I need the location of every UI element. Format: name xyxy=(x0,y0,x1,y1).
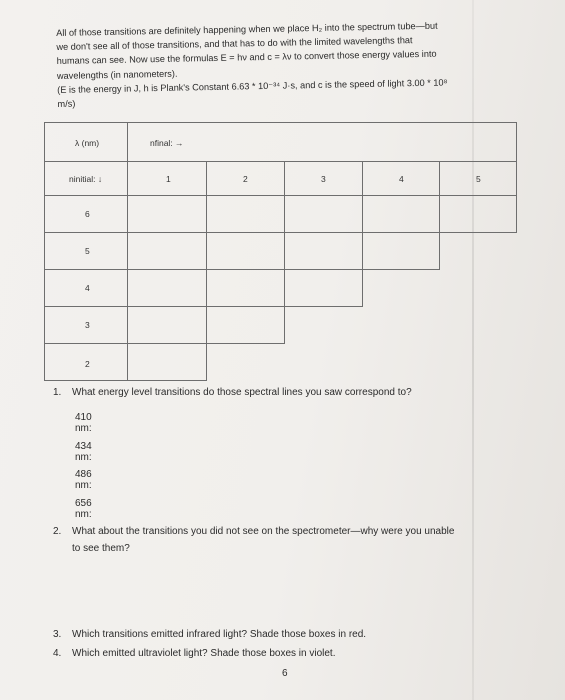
answer-cell[interactable] xyxy=(127,306,207,344)
answer-cell[interactable] xyxy=(439,195,517,233)
final-level-cell xyxy=(206,161,285,196)
question-2-text-line-1: What about the transitions you did not see on the spectrometer—why were you unable xyxy=(72,526,455,537)
answer-cell[interactable] xyxy=(127,195,207,233)
initial-level-cell xyxy=(44,306,128,344)
final-level-3: 3 xyxy=(321,174,326,184)
nfinal-header: nfinal: → xyxy=(150,138,184,148)
paper-fold xyxy=(472,0,474,700)
initial-level-cell xyxy=(44,343,128,381)
lambda-header: λ (nm) xyxy=(75,138,100,148)
final-level-cell xyxy=(362,161,440,196)
intro-line-2: we don't see all of those transitions, and that has to do with the limited wavelengths that xyxy=(56,35,413,53)
initial-level-cell xyxy=(44,269,128,307)
final-level-1: 1 xyxy=(166,174,171,184)
question-4-text: Which emitted ultraviolet light? Shade those boxes in violet. xyxy=(72,648,336,659)
question-3-text: Which transitions emitted infrared light? Shade those boxes in red. xyxy=(72,629,367,640)
page-number: 6 xyxy=(282,668,288,679)
question-3-number: 3. xyxy=(53,629,62,640)
answer-cell[interactable] xyxy=(362,195,440,233)
initial-level-cell xyxy=(44,232,128,270)
answer-line-410: 410 nm: xyxy=(75,412,92,434)
question-2-number: 2. xyxy=(53,526,62,537)
intro-paragraph xyxy=(56,17,518,111)
answer-line-434: 434 nm: xyxy=(75,441,92,463)
ninitial-header-cell xyxy=(44,161,128,196)
answer-line-486: 486 nm: xyxy=(75,469,92,491)
initial-level-cell xyxy=(44,195,128,233)
answer-cell[interactable] xyxy=(284,195,363,233)
answer-cell[interactable] xyxy=(284,232,363,270)
ninitial-header: ninitial: ↓ xyxy=(69,174,103,184)
final-level-cell xyxy=(439,161,517,196)
initial-level-4: 4 xyxy=(85,283,90,293)
answer-cell[interactable] xyxy=(206,306,285,344)
answer-cell[interactable] xyxy=(284,269,363,307)
lambda-header-cell xyxy=(44,122,128,162)
nfinal-header-cell xyxy=(127,122,517,162)
intro-line-6: m/s) xyxy=(57,98,76,110)
initial-level-6: 6 xyxy=(85,209,90,219)
final-level-2: 2 xyxy=(243,174,248,184)
final-level-cell xyxy=(284,161,363,196)
intro-line-4: wavelengths (in nanometers). xyxy=(56,68,178,81)
final-level-cell xyxy=(127,161,207,196)
initial-level-2: 2 xyxy=(85,359,90,369)
initial-level-3: 3 xyxy=(85,320,90,330)
answer-cell[interactable] xyxy=(206,195,285,233)
question-4-number: 4. xyxy=(53,648,62,659)
intro-line-3: humans can see. Now use the formulas E = hν and c = λν to convert those energy values into xyxy=(56,49,437,67)
intro-line-1: All of those transitions are definitely happening when we place H₂ into the spectrum tube—but xyxy=(56,20,438,38)
final-level-4: 4 xyxy=(399,174,404,184)
question-1-text: What energy level transitions do those spectral lines you saw correspond to? xyxy=(72,387,412,398)
intro-line-5: (E is the energy in J, h is Plank's Constant 6.63 * 10⁻³⁴ J·s, and c is the speed of light 3.00 * 10⁸ xyxy=(57,77,448,95)
answer-cell[interactable] xyxy=(206,269,285,307)
question-2-text-line-2: to see them? xyxy=(72,543,130,554)
final-level-5: 5 xyxy=(476,174,481,184)
answer-cell[interactable] xyxy=(362,232,440,270)
answer-cell[interactable] xyxy=(206,232,285,270)
question-1-number: 1. xyxy=(53,387,62,398)
initial-level-5: 5 xyxy=(85,246,90,256)
answer-cell[interactable] xyxy=(127,269,207,307)
answer-cell[interactable] xyxy=(127,232,207,270)
answer-line-656: 656 nm: xyxy=(75,498,92,520)
answer-cell[interactable] xyxy=(127,343,207,381)
